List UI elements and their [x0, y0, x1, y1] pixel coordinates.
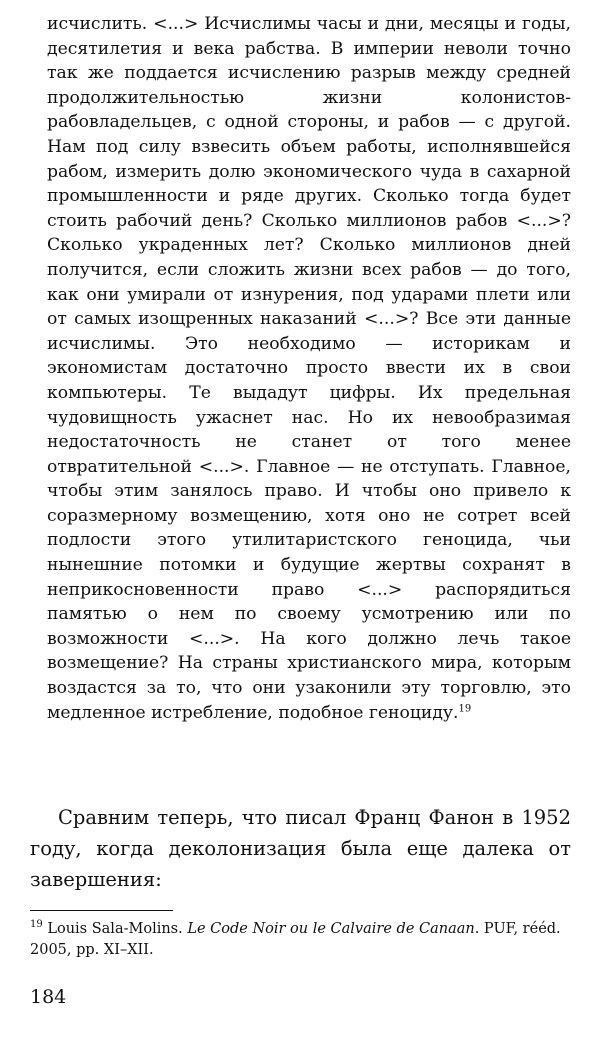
body-paragraph: Сравним теперь, что писал Франц Фанон в 1952 году, когда деколонизация была еще далека от завершения: [30, 806, 571, 891]
footnote-number: 19 [30, 919, 43, 931]
footnote-reference: 19 [458, 702, 472, 714]
footnote-author: Louis Sala-Molins. [47, 921, 183, 937]
block-quote: исчислить. <...> Исчислимы часы и дни, месяцы и годы, десятилетия и века рабства. В империи неволи точно так же поддается исчислению разрыв между средней продолжительностью жизни колонистов-рабовладельцев, с одной стороны, и рабов — с другой. Нам под силу взвесить объем работы, исполнявшейся рабом, измерить долю экономического чуда в сахарной промышленности и ряде других. Сколько тогда будет стоить рабочий день? Сколько миллионов рабов <...>? Сколько украденных лет? Сколько миллионов дней получится, если сложить жизни всех рабов — до того, как они умирали от изнурения, под ударами плети или от самых изощренных наказаний <...>? Все эти данные исчислимы. Это необходимо — историкам и экономистам достаточно просто ввести их в свои компьютеры. Те выдадут цифры. Их предельная чудовищность ужаснет нас. Но их невообразимая недостаточность не станет от того менее отвратительной <...>. Главное — не отступать. Главное, чтобы этим занялось право. И чтобы оно привело к соразмерному возмещению, хотя оно не сотрет всей подлости этого утилитаристского геноцида, чьи нынешние потомки и будущие жертвы сохранят в неприкосновенности право <...> распорядиться памятью о нем по своему усмотрению или по возможности <...>. На кого должно лечь такое возмещение? На страны христианского мира, которым воздастся за то, что они узаконили эту торговлю, это медленное истребление, подобное геноциду.$^{19}$ [47, 14, 571, 723]
page-number: 184 [30, 986, 67, 1008]
footnote-title: Le Code Noir ou le Calvaire de Canaan [187, 921, 475, 937]
footnote-details: . PUF, rééd. 2005, pp. XI–XII. [30, 921, 561, 958]
footnote [30, 919, 571, 961]
quote-text: исчислить. <...> Исчислимы часы и дни, месяцы и годы, десятилетия и века рабства. В империи неволи точно так же поддается исчислению разрыв между средней продолжительностью жизни колонистов-рабовладельцев, с одной стороны, и рабов — с другой. Нам под силу взвесить объем работы, исполнявшейся рабом, измерить долю экономического чуда в сахарной промышленности и ряде других. Сколько тогда будет стоить рабочий день? Сколько миллионов рабов <...>? Сколько украденных лет? Сколько миллионов дней получится, если сложить жизни всех рабов — до того, как они умирали от изнурения, под ударами плети или от самых изощренных наказаний <...>? Все эти данные исчислимы. Это необходимо — историкам и экономистам достаточно просто ввести их в свои компьютеры. Те выдадут цифры. Их предельная чудовищность ужаснет нас. Но их невообразимая недостаточность не станет от того менее отвратительной <...>. Главное — не отступать. Главное, чтобы этим занялось право. И чтобы оно привело к соразмерному возмещению, хотя оно не сотрет всей подлости этого утилитаристского геноцида, чьи нынешние потомки и будущие жертвы сохранят в неприкосновенности право <...> распорядиться памятью о нем по своему усмотрению или по возможности <...>. На кого должно лечь такое возмещение? На страны христианского мира, которым воздастся за то, что они узаконили эту торговлю, это медленное истребление, подобное геноциду [47, 14, 571, 723]
footnote-divider [30, 910, 173, 911]
